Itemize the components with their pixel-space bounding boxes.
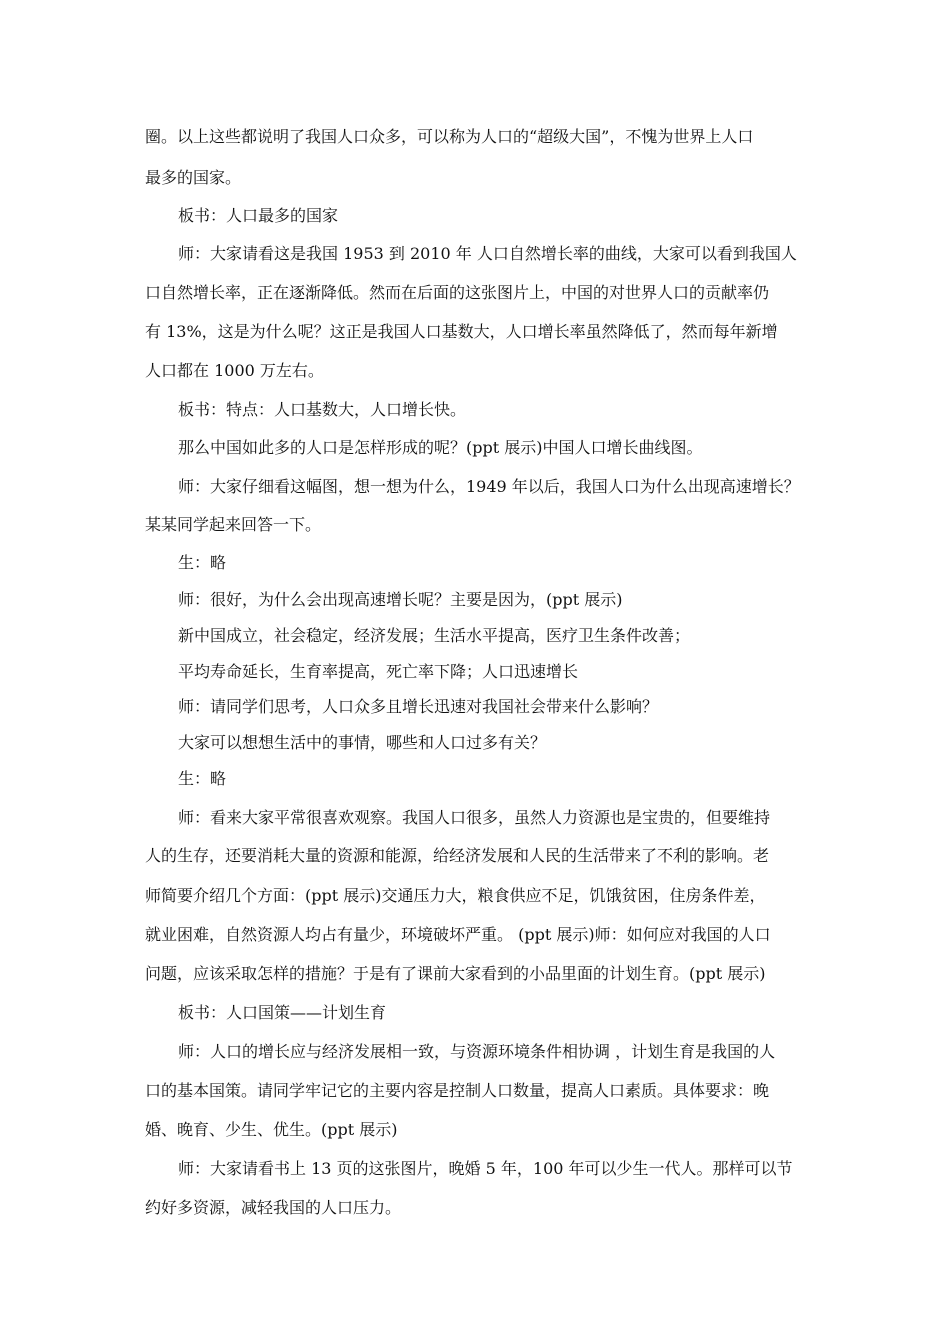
text-line: 就业困难，自然资源人均占有量少，环境破坏严重。 (ppt 展示)师：如何应对我国的人口	[145, 925, 771, 944]
text-line: 板书：人口最多的国家	[178, 206, 339, 225]
text-line: 有 13%，这是为什么呢？这正是我国人口基数大，人口增长率虽然降低了，然而每年新增	[145, 322, 778, 341]
text-line: 师：大家请看书上 13 页的这张图片，晚婚 5 年，100 年可以少生一代人。那样可以节	[178, 1159, 793, 1178]
text-line: 师：很好，为什么会出现高速增长呢？主要是因为，(ppt 展示)	[178, 590, 623, 609]
text-line: 最多的国家。	[145, 168, 242, 187]
text-line: 大家可以想想生活中的事情，哪些和人口过多有关？	[178, 733, 547, 752]
text-line: 师简要介绍几个方面：(ppt 展示)交通压力大，粮食供应不足，饥饿贫困，住房条件差，	[145, 886, 766, 905]
text-line: 人口都在 1000 万左右。	[145, 361, 324, 380]
text-line: 师：请同学们思考，人口众多且增长迅速对我国社会带来什么影响？	[178, 697, 659, 716]
text-line: 问题，应该采取怎样的措施？于是有了课前大家看到的小品里面的计划生育。(ppt 展示)	[145, 964, 766, 983]
text-line: 生：略	[178, 553, 227, 572]
text-line: 那么中国如此多的人口是怎样形成的呢？(ppt 展示)中国人口增长曲线图。	[178, 438, 703, 457]
text-line: 师：人口的增长应与经济发展相一致，与资源环境条件相协调 ，计划生育是我国的人	[178, 1042, 776, 1061]
text-line: 某某同学起来回答一下。	[145, 515, 322, 534]
text-line: 师：大家请看这是我国 1953 到 2010 年 人口自然增长率的曲线，大家可以看到我国人	[178, 244, 797, 263]
text-line: 生：略	[178, 769, 227, 788]
text-line: 板书：特点：人口基数大，人口增长快。	[178, 400, 467, 419]
text-line: 师：看来大家平常很喜欢观察。我国人口很多，虽然人力资源也是宝贵的，但要维持	[178, 808, 771, 827]
text-line: 平均寿命延长，生育率提高，死亡率下降；人口迅速增长	[178, 662, 579, 681]
text-line: 口的基本国策。请同学牢记它的主要内容是控制人口数量，提高人口素质。具体要求：晚	[145, 1081, 770, 1100]
text-line: 新中国成立，社会稳定，经济发展；生活水平提高，医疗卫生条件改善；	[178, 626, 691, 645]
text-line: 约好多资源，减轻我国的人口压力。	[145, 1198, 402, 1217]
text-line: 人的生存，还要消耗大量的资源和能源，给经济发展和人民的生活带来了不利的影响。老	[145, 846, 770, 865]
text-line: 师：大家仔细看这幅图，想一想为什么，1949 年以后，我国人口为什么出现高速增长？	[178, 477, 800, 496]
text-line: 口自然增长率，正在逐渐降低。然而在后面的这张图片上，中国的对世界人口的贡献率仍	[145, 283, 770, 302]
text-line: 板书：人口国策——计划生育	[178, 1003, 387, 1022]
text-line: 圈。以上这些都说明了我国人口众多，可以称为人口的“超级大国”，不愧为世界上人口	[145, 127, 754, 146]
text-line: 婚、晚育、少生、优生。(ppt 展示)	[145, 1120, 398, 1139]
